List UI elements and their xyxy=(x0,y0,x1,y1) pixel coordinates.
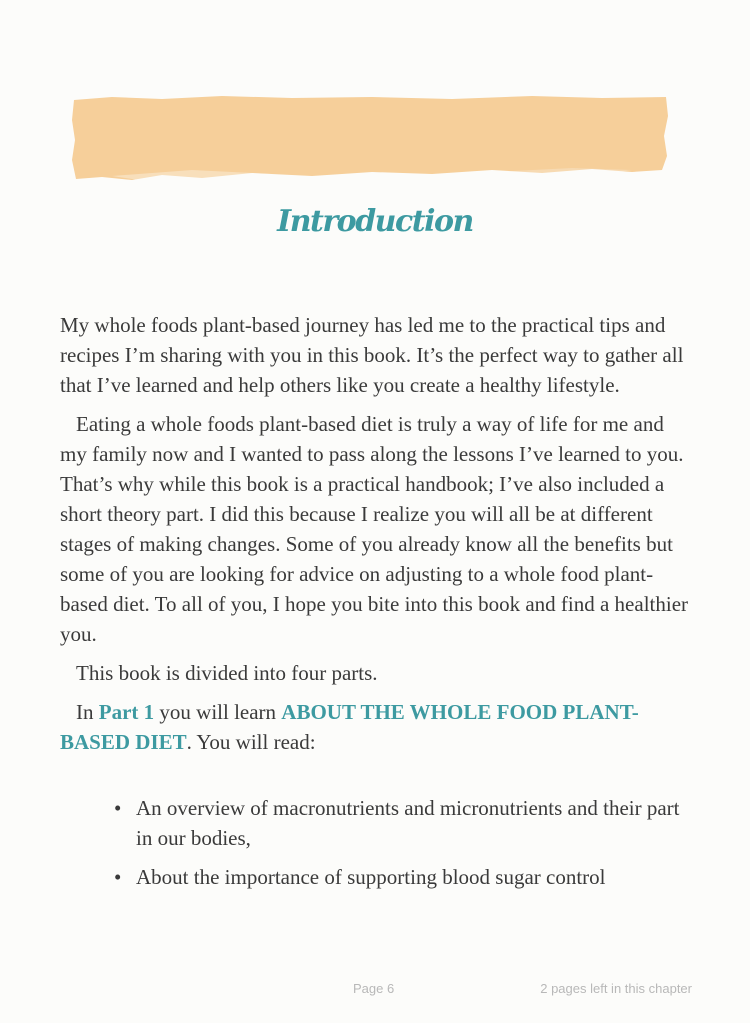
bullet-icon: • xyxy=(114,865,122,889)
paragraph-3: This book is divided into four parts. xyxy=(76,661,378,685)
chapter-banner-brush xyxy=(72,96,668,182)
list-item xyxy=(114,862,695,892)
bullet-icon: • xyxy=(114,796,122,820)
paragraph-4 xyxy=(60,697,695,757)
paragraph-4-text-a: In xyxy=(76,700,99,724)
list-item-text: An overview of macronutrients and micronutrients and their part in our bodies, xyxy=(136,796,680,850)
list-item xyxy=(114,793,695,853)
part-1-bullet-list xyxy=(60,793,695,892)
chapter-body xyxy=(60,310,695,901)
pages-left-in-chapter: 2 pages left in this chapter xyxy=(540,981,692,996)
chapter-title: Introduction xyxy=(277,204,473,239)
paragraph-2: Eating a whole foods plant-based diet is truly a way of life for me and my family now and I wanted to pass along the lessons I’ve learned to you. That’s why while this book is a practical handbook; I’ve also included a short theory part. I did this because I realize you will all be at different stages of making changes. Some of you already know all the benefits but some of you are looking for advice on adjusting to a whole food plant-based diet. To all of you, I hope you bite into this book and find a healthier you. xyxy=(60,412,689,646)
paragraph-1: My whole foods plant-based journey has led me to the practical tips and recipes I’m sharing with you in this book. It’s the perfect way to gather all that I’ve learned and help others like you create a healthy lifestyle. xyxy=(60,313,684,397)
part-1-topic-link[interactable]: ABOUT THE WHOLE FOOD PLANT-BASED DIET xyxy=(60,700,639,754)
paragraph-4-text-b: you will learn xyxy=(154,700,282,724)
banner-brush-shape xyxy=(72,96,668,180)
list-item-text: About the importance of supporting blood sugar control xyxy=(136,865,606,889)
page-number: Page 6 xyxy=(353,981,395,996)
part-1-link[interactable]: Part 1 xyxy=(98,700,155,724)
paragraph-4-text-c: . You will read: xyxy=(186,730,316,754)
